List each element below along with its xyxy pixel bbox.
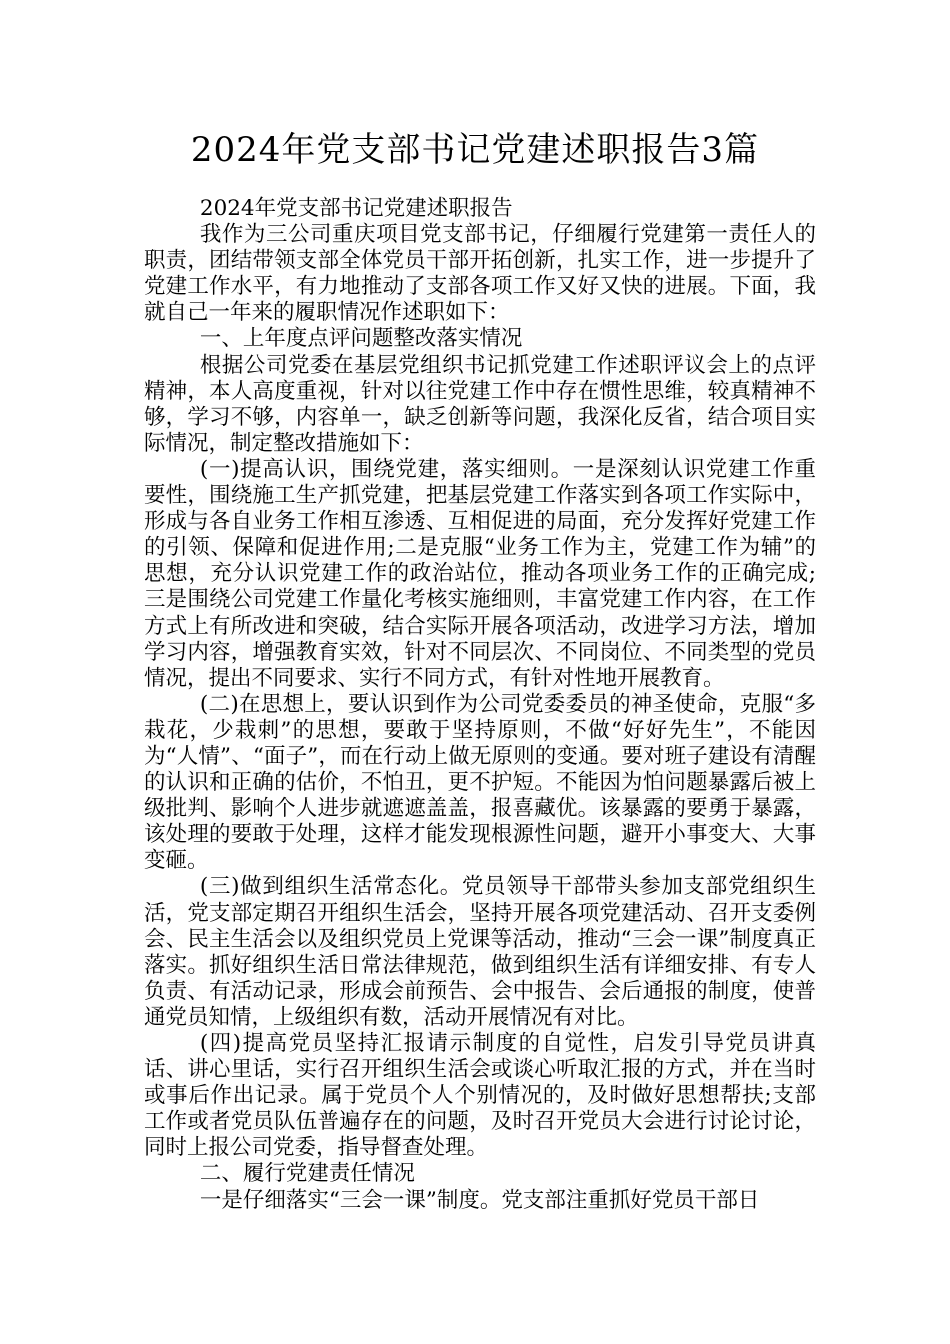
body-paragraph: (二)在思想上，要认识到作为公司党委委员的神圣使命，克服“多栽花，少栽刺”的思想，要敢于坚持原则，不做“好好先生”，不能因为“人情”、“面子”，而在行动上做无原则的变通。要对班子建设有清醒的认识和正确的估价，不怕丑，更不护短。不能因为怕问题暴露后被上级批判、影响个人进步就遮遮盖盖，报喜藏优。该暴露的要勇于暴露，该处理的要敢于处理，这样才能发现根源性问题，避开小事变大、大事变砸。 bbox=[144, 691, 816, 874]
body-paragraph: 根据公司党委在基层党组织书记抓党建工作述职评议会上的点评精神，本人高度重视，针对以往党建工作中存在惯性思维，较真精神不够，学习不够，内容单一，缺乏创新等问题，我深化反省，结合项目实际情况，制定整改措施如下： bbox=[144, 352, 816, 456]
document-title: 2024年党支部书记党建述职报告3篇 bbox=[190, 130, 760, 170]
section-heading-2: 二、履行党建责任情况 bbox=[199, 1161, 415, 1187]
body-paragraph: (三)做到组织生活常态化。党员领导干部带头参加支部党组织生活，党支部定期召开组织生活会，坚持开展各项党建活动、召开支委例会、民主生活会以及组织党员上党课等活动，推动“三会一课”制度真正落实。抓好组织生活日常法律规范，做到组织生活有详细安排、有专人负责、有活动记录，形成会前预告、会中报告、会后通报的制度，使普通党员知情，上级组织有数，活动开展情况有对比。 bbox=[144, 874, 816, 1030]
document-body bbox=[144, 196, 816, 1214]
body-paragraph: (一)提高认识，围绕党建，落实细则。一是深刻认识党建工作重要性，围绕施工生产抓党建，把基层党建工作落实到各项工作实际中，形成与各自业务工作相互渗透、互相促进的局面，充分发挥好党建工作的引领、保障和促进作用;二是克服“业务工作为主，党建工作为辅”的思想，充分认识党建工作的政治站位，推动各项业务工作的正确完成;三是围绕公司党建工作量化考核实施细则，丰富党建工作内容，在工作方式上有所改进和突破，结合实际开展各项活动，改进学习方法，增加学习内容，增强教育实效，针对不同层次、不同岗位、不同类型的党员情况，提出不同要求、实行不同方式，有针对性地开展教育。 bbox=[144, 456, 816, 691]
intro-paragraph: 我作为三公司重庆项目党支部书记，仔细履行党建第一责任人的职责，团结带领支部全体党员干部开拓创新，扎实工作，进一步提升了党建工作水平，有力地推动了支部各项工作又好又快的进展。下面，我就自己一年来的履职情况作述职如下： bbox=[144, 222, 816, 326]
body-paragraph: (四)提高党员坚持汇报请示制度的自觉性，启发引导党员讲真话、讲心里话，实行召开组织生活会或谈心听取汇报的方式，并在当时或事后作出记录。属于党员个人个别情况的，及时做好思想帮扶;支部工作或者党员队伍普遍存在的问题，及时召开党员大会进行讨论讨论，同时上报公司党委，指导督查处理。 bbox=[144, 1031, 816, 1161]
section-heading-1: 一、上年度点评问题整改落实情况 bbox=[199, 326, 523, 352]
subtitle-paragraph: 2024年党支部书记党建述职报告 bbox=[199, 196, 513, 221]
body-paragraph: 一是仔细落实“三会一课”制度。党支部注重抓好党员干部日 bbox=[199, 1187, 760, 1213]
